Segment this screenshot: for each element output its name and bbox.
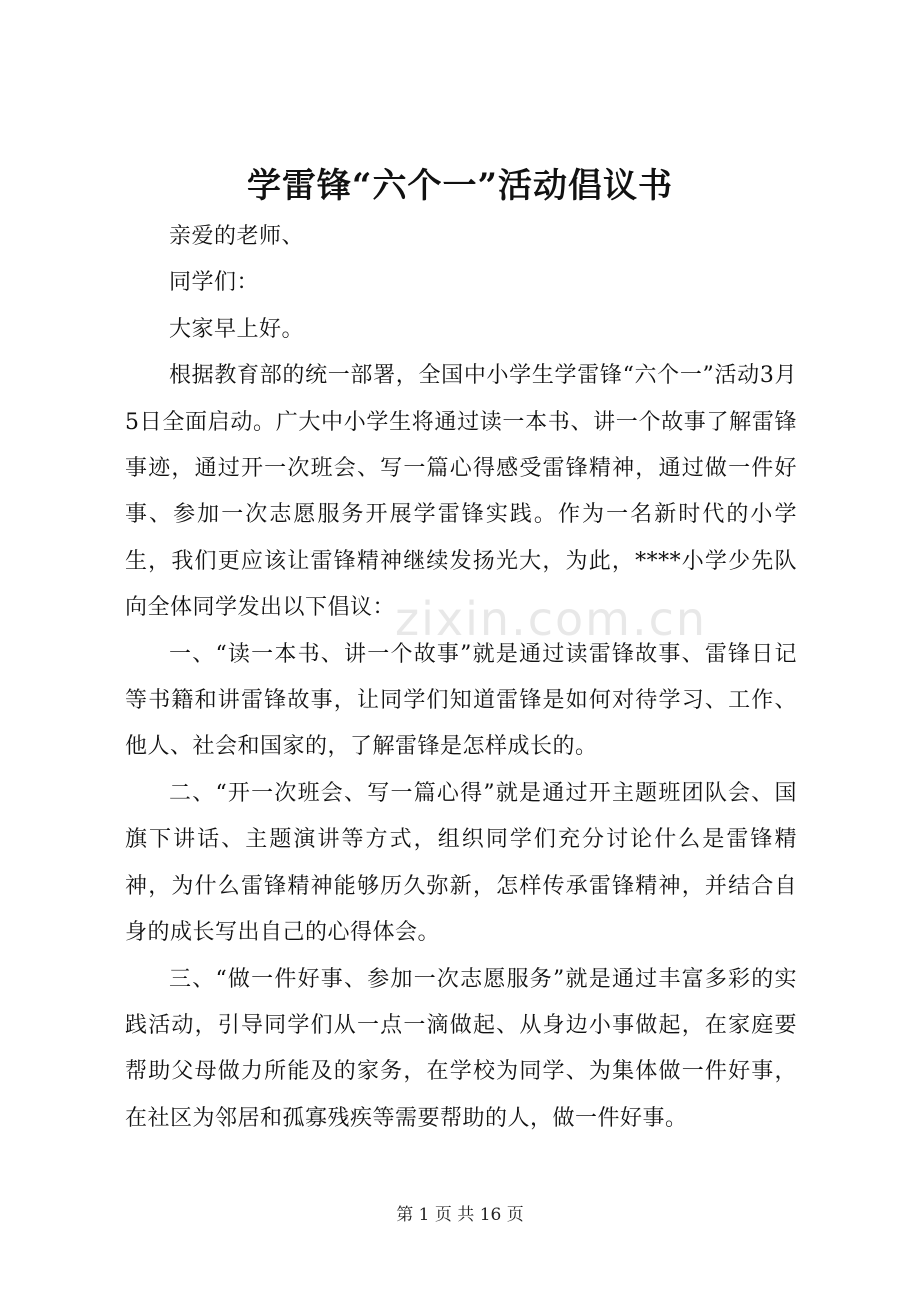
paragraph-item-3: 三、“做一件好事、参加一次志愿服务”就是通过丰富多彩的实践活动，引导同学们从一点一滴做起、从身边小事做起，在家庭要帮助父母做力所能及的家务，在学校为同学、为集体做一件好事，在社区为邻居和孤寡残疾等需要帮助的人，做一件好事。 <box>125 966 797 1131</box>
page-title: 学雷锋“六个一”活动倡议书 <box>246 166 674 206</box>
page-footer: 第 1 页 共 16 页 <box>396 1205 524 1225</box>
watermark: zixin.com.cn <box>395 592 708 646</box>
document-body <box>125 214 797 1142</box>
paragraph-item-1: 一、“读一本书、讲一个故事”就是通过读雷锋故事、雷锋日记等书籍和讲雷锋故事，让同学们知道雷锋是如何对待学习、工作、他人、社会和国家的，了解雷锋是怎样成长的。 <box>125 641 797 760</box>
greeting-line-1: 亲爱的老师、 <box>169 224 305 249</box>
greeting-line-2: 同学们： <box>169 270 260 296</box>
paragraph-item-2: 二、“开一次班会、写一篇心得”就是通过开主题班团队会、国旗下讲话、主题演讲等方式，组织同学们充分讨论什么是雷锋精神，为什么雷锋精神能够历久弥新，怎样传承雷锋精神，并结合自身的成长写出自己的心得体会。 <box>125 780 797 946</box>
paragraph-intro: 根据教育部的统一部署，全国中小学生学雷锋“六个一”活动3月5日全面启动。广大中小学生将通过读一本书、讲一个故事了解雷锋事迹，通过开一次班会、写一篇心得感受雷锋精神，通过做一件好事、参加一次志愿服务开展学雷锋实践。作为一名新时代的小学生，我们更应该让雷锋精神继续发扬光大，为此，****小学少先队向全体同学发出以下倡议： <box>125 363 797 621</box>
greeting-line-3: 大家早上好。 <box>169 316 305 342</box>
